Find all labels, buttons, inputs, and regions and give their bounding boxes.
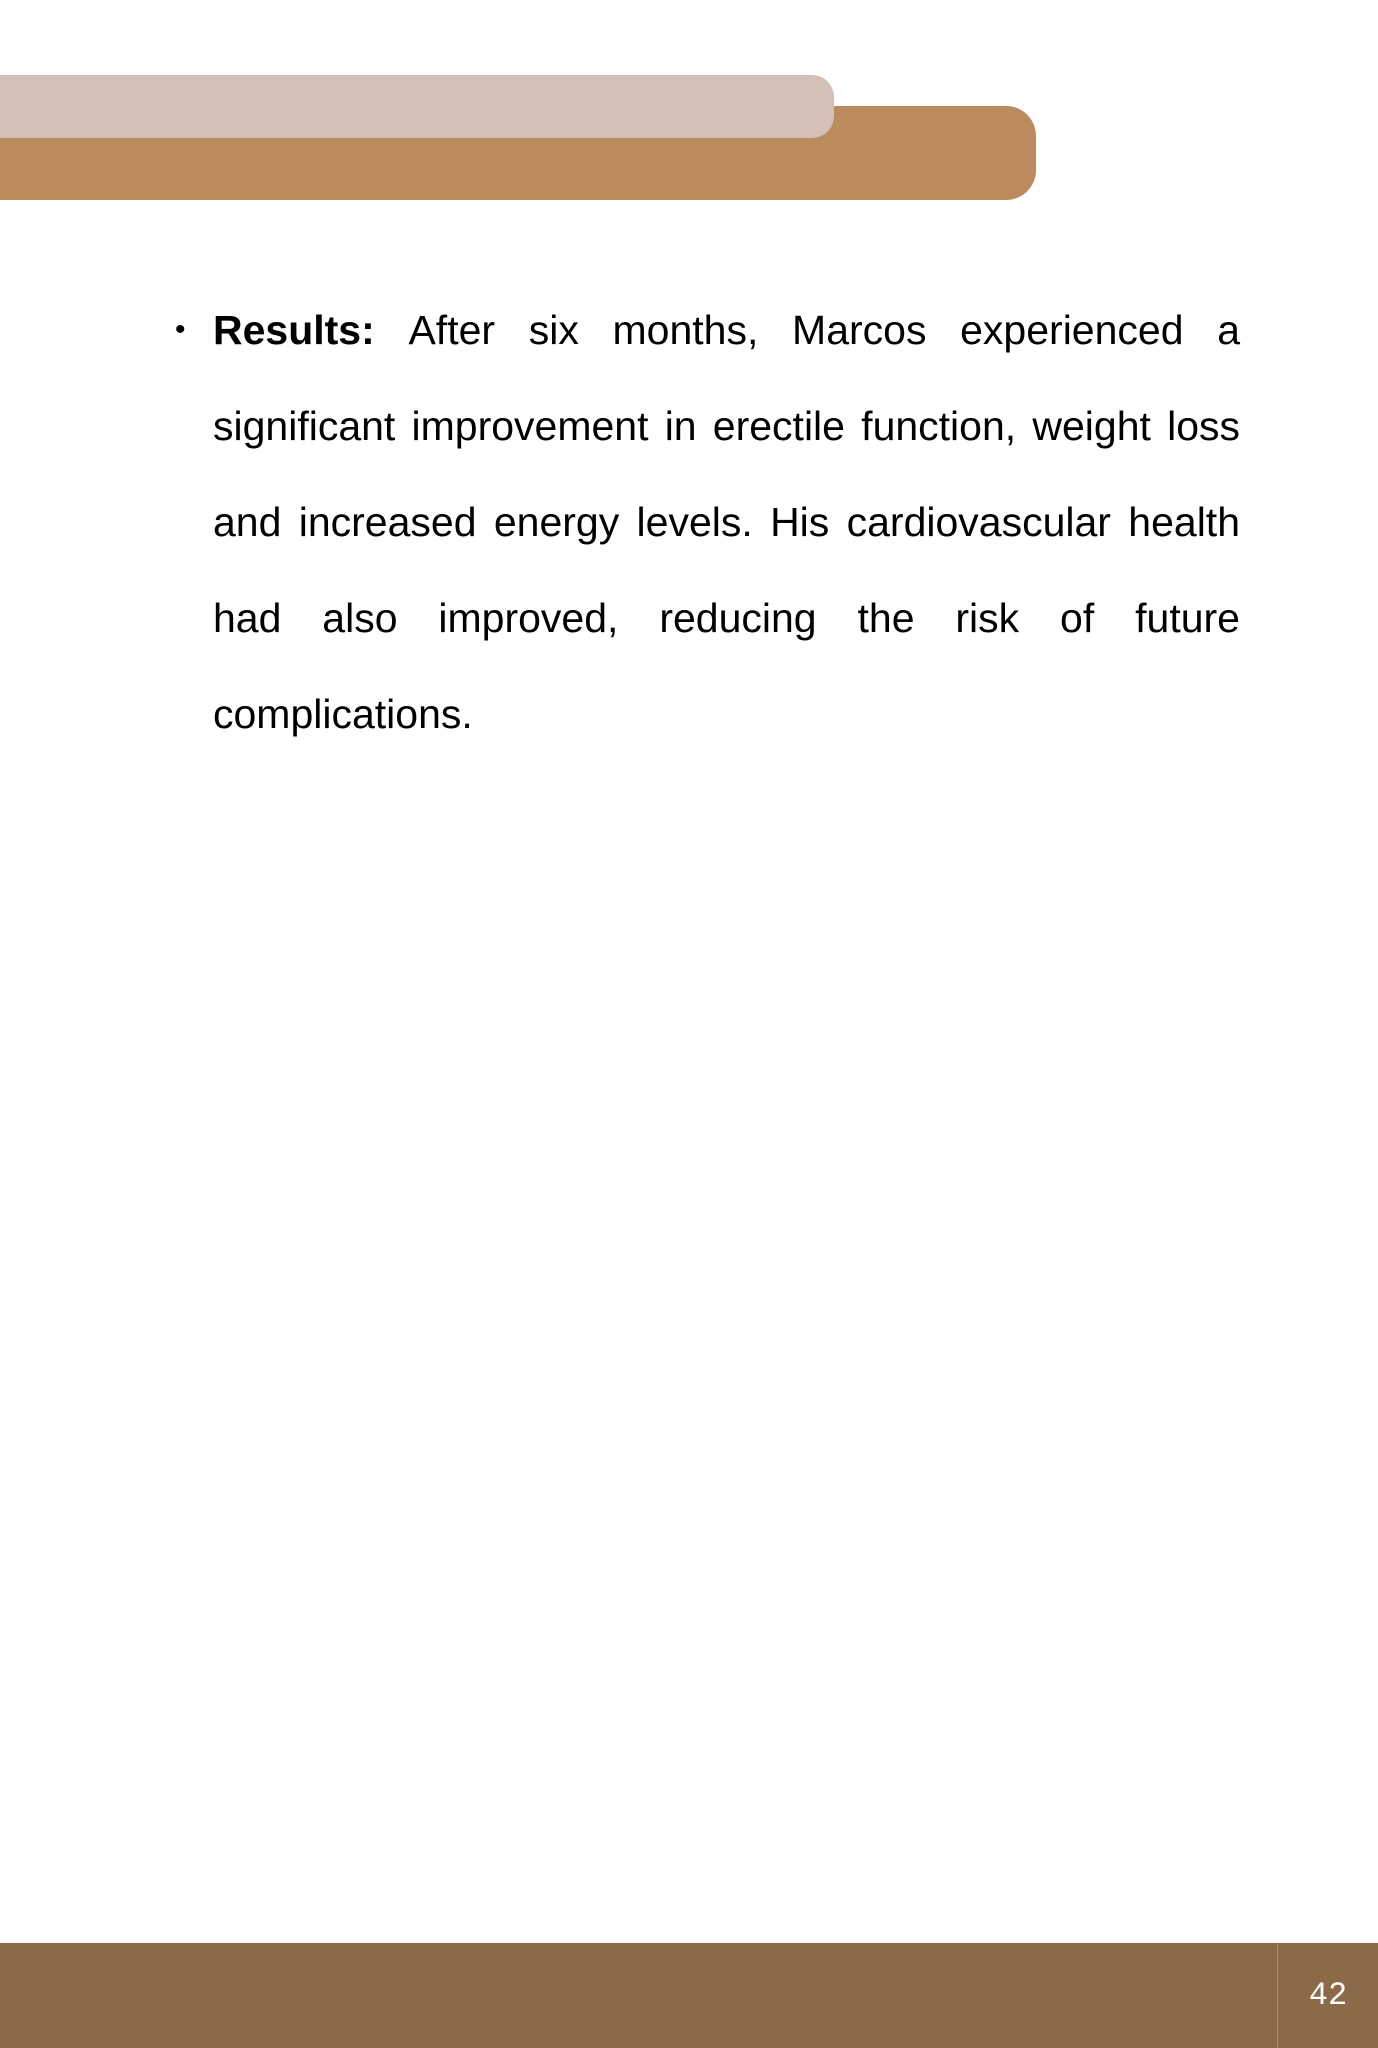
results-label: Results: [213,307,409,353]
results-bullet [175,282,1240,762]
bullet-marker: • [175,313,186,346]
footer-bar [0,1943,1378,2048]
header-accent-bar-light [0,75,834,138]
page-number: 42 [1277,1943,1378,2048]
results-text: After six months, Marcos experienced a significant improvement in erectile function, weight loss and increased energy levels. His cardiovascular health had also improved, reducing the risk of future complications. [213,307,1240,737]
